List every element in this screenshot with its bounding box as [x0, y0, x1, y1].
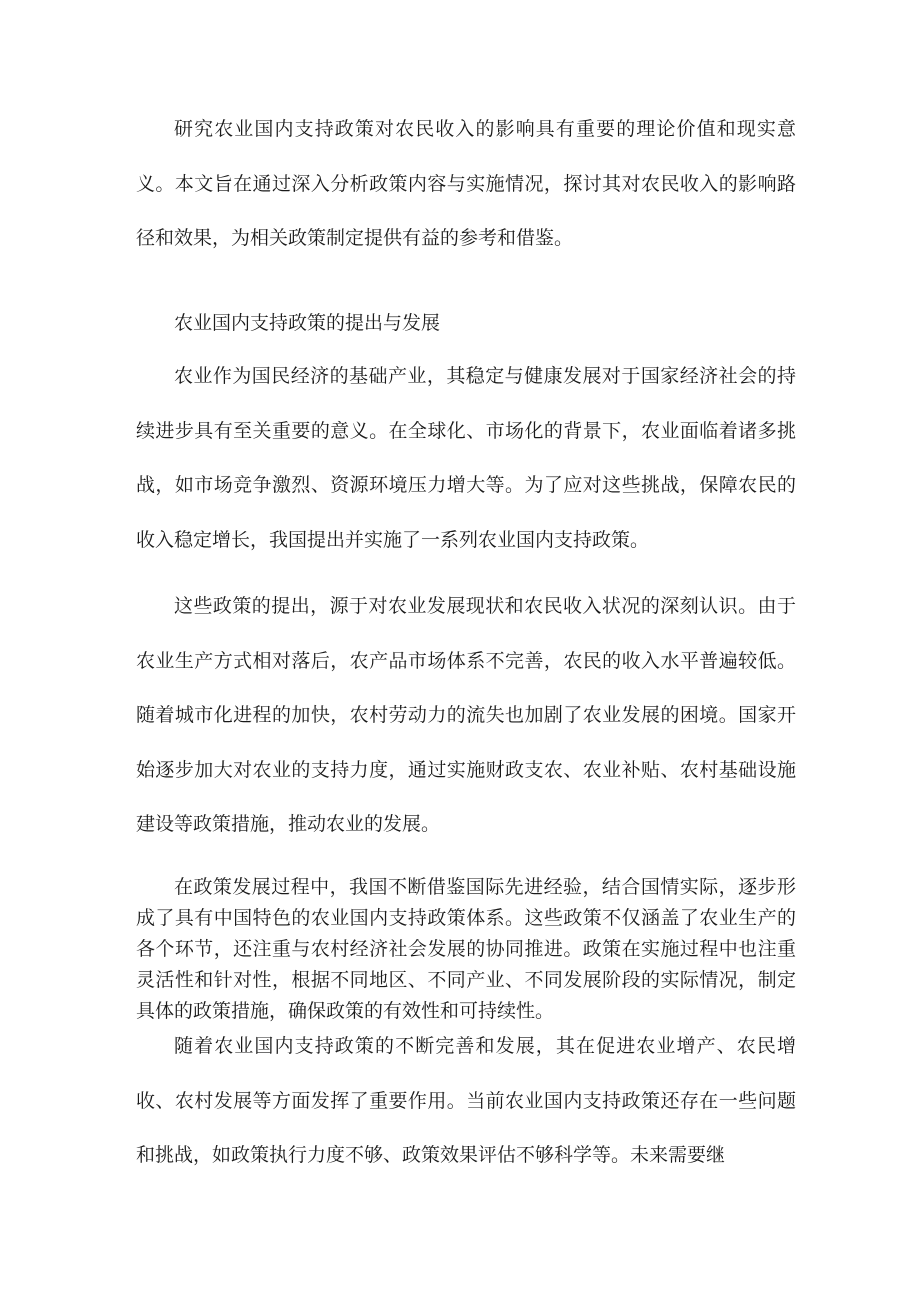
body-paragraph: 农业作为国民经济的基础产业，其稳定与健康发展对于国家经济社会的持续进步具有至关重要的意义。在全球化、市场化的背景下，农业面临着诸多挑战，如市场竞争激烈、资源环境压力增大等。为了应对这些挑战，保障农民的收入稳定增长，我国提出并实施了一系列农业国内支持政策。	[136, 365, 796, 551]
body-paragraph: 在政策发展过程中，我国不断借鉴国际先进经验，结合国情实际，逐步形成了具有中国特色的农业国内支持政策体系。这些政策不仅涵盖了农业生产的各个环节，还注重与农村经济社会发展的协同推进。政策在实施过程中也注重灵活性和针对性，根据不同地区、不同产业、不同发展阶段的实际情况，制定具体的政策措施，确保政策的有效性和可持续性。	[136, 876, 796, 1022]
body-paragraph: 这些政策的提出，源于对农业发展现状和农民收入状况的深刻认识。由于农业生产方式相对落后，农产品市场体系不完善，农民的收入水平普遍较低。随着城市化进程的加快，农村劳动力的流失也加剧了农业发展的困境。国家开始逐步加大对农业的支持力度，通过实施财政支农、农业补贴、农村基础设施建设等政策措施，推动农业的发展。	[136, 595, 796, 835]
intro-paragraph: 研究农业国内支持政策对农民收入的影响具有重要的理论价值和现实意义。本文旨在通过深入分析政策内容与实施情况，探讨其对农民收入的影响路径和效果，为相关政策制定提供有益的参考和借鉴。	[136, 118, 796, 249]
section-heading: 农业国内支持政策的提出与发展	[174, 312, 441, 334]
body-paragraph: 随着农业国内支持政策的不断完善和发展，其在促进农业增产、农民增收、农村发展等方面发挥了重要作用。当前农业国内支持政策还存在一些问题和挑战，如政策执行力度不够、政策效果评估不够科学等。未来需要继	[136, 1035, 796, 1166]
